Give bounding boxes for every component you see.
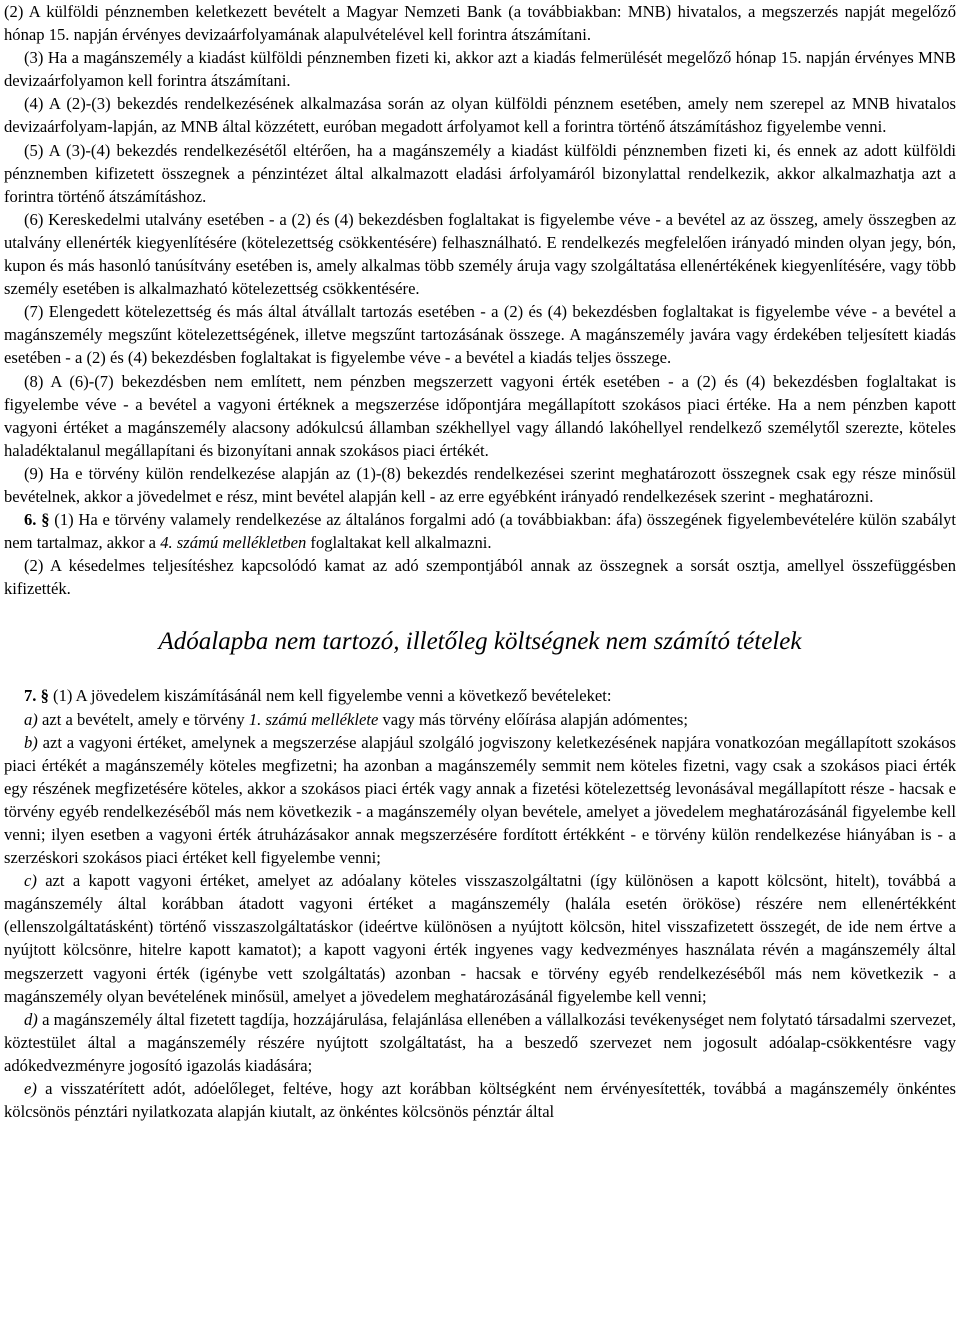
list-item-b-text: azt a vagyoni értéket, amelynek a megszerzése alapjául szolgáló jogviszony keletkezésének napjára vonatkozóan megállapított szokásos piaci értékét a magánszemély köteles megfizetni; ha azonban a magánszemély semmit nem köteles fizetni, vagy csak a szokásos piaci érték egy részének megfizetésére köteles, akkor a szokásos piaci érték vagy annak a fizetési kötelezettség levonásával megállapított része - hacsak e törvény egyéb rendelkezéséből más nem következik - a magánszemély olyan bevétele, amelyet a jövedelem meghatározásánál figyelembe kell venni; ilyen esetben a vagyoni érték átruházásakor annak megszerzésére fordított értékként - e törvény külön rendelkezése hiányában is - a szerzéskori szokásos piaci értéket kell figyelembe venni;	[4, 732, 956, 868]
list-item-b-label: b)	[24, 732, 38, 752]
section-6-sign: §	[41, 510, 50, 530]
section-6-annex-reference: 4. számú mellékletben	[160, 533, 307, 553]
section-heading: Adóalapba nem tartozó, illetőleg költségnek nem számító tételek	[158, 628, 802, 656]
paragraph-8: (8) A (6)-(7) bekezdésben nem említett, nem pénzben megszerzett vagyoni érték esetében - a (2) és (4) bekezdésben foglaltakat is figyelembe véve - a bevétel a vagyoni értéknek a megszerzése időpontjára megállapított szokásos piaci értéke. Ha a nem pénzben kapott vagyoni értéket a magánszemély alacsony adókulcsú államban székhellyel vagy állandó lakóhellyel rendelkező személytől szerezte, köteles haladéktalanul megállapítani és bizonyítani annak szokásos piaci értékét.	[4, 371, 956, 460]
section-7-text: (1) A jövedelem kiszámításánál nem kell figyelembe venni a következő bevételeket:	[48, 686, 612, 706]
list-item-e	[4, 1077, 956, 1123]
paragraph-6: (6) Kereskedelmi utalvány esetében - a (2) és (4) bekezdésben foglaltakat is figyelembe véve - a bevétel az az összeg, amely összegben az utalvány ellenérték kiegyenlítésére (kötelezettség csökkentésére) felhasználható. E rendelkezés megfelelően irányadó minden olyan jegy, bón, kupon és más hasonló tanúsítvány esetében is, amely alkalmas több személy áruja vagy szolgáltatása ellenértékének kiegyenlítésére, vagy több személy esetében is alkalmazható kötelezettség csökkentésére.	[4, 209, 956, 299]
list-item-b	[4, 731, 956, 870]
paragraph-9: (9) Ha e törvény külön rendelkezése alapján az (1)-(8) bekezdés rendelkezései szerint meghatározott összegnek csak egy része minősül bevételnek, akkor a jövedelmet e rész, mint bevétel alapján kell - az erre egyébként irányadó rendelkezések szerint - meghatározni.	[4, 463, 956, 506]
list-item-c-label: c)	[24, 871, 37, 891]
paragraph-2: (2) A külföldi pénznemben keletkezett bevételt a Magyar Nemzeti Bank (a továbbiakban: MNB) hivatalos, a megszerzés napját megelőző hónap 15. napján érvényes devizaárfolyamának alapulvételével kell forintra átszámítani.	[4, 2, 956, 45]
list-item-d-label: d)	[24, 1009, 38, 1029]
list-item-e-label: e)	[24, 1079, 37, 1099]
section-6-text-before: (1) Ha e törvény valamely rendelkezése az általános forgalmi adó (a továbbiakban: áfa) összegének figyelembevételére külön szabályt nem tartalmaz, akkor a	[4, 510, 956, 553]
list-item-a-annex-reference: 1. számú melléklete	[248, 709, 379, 729]
list-item-c	[4, 869, 956, 1008]
section-6-text-after: foglaltakat kell alkalmazni.	[306, 533, 492, 553]
section-6-paragraph-2: (2) A késedelmes teljesítéshez kapcsolódó kamat az adó szempontjából annak az összegnek a sorsát osztja, amellyel összefüggésben kifizették.	[4, 556, 956, 599]
section-7-number: 7.	[24, 686, 37, 706]
section-6-number: 6.	[24, 510, 37, 530]
list-item-d	[4, 1008, 956, 1077]
list-item-a	[4, 708, 956, 731]
paragraph-7: (7) Elengedett kötelezettség és más által átvállalt tartozás esetében - a (2) és (4) bekezdésben foglaltakat is figyelembe véve - a bevétel a magánszemély megszűnt kötelezettségének, illetve megszűnt tartozásának összege. A magánszemély javára vagy érdekében teljesített kiadás esetében - a (2) és (4) bekezdésben foglaltakat is figyelembe véve - a bevétel a kiadás teljes összege.	[4, 302, 956, 368]
section-7-sign: §	[40, 686, 49, 706]
list-item-c-text: azt a kapott vagyoni értéket, amelyet az adóalany köteles visszaszolgáltatni (így különösen a kapott kölcsönt, hitelt), továbbá a magánszemély által korábban átadott vagyoni értéket a magánszemély (halála esetén örököse) részére nem ellenértékként (ellenszolgáltatásként) történő visszaszolgáltatáskor (ideértve különösen a nyújtott kölcsön, hitel visszafizetett összegét, de ide nem értve a nyújtott kölcsönre, hitelre kapott kamatot); a kapott vagyoni érték ingyenes vagy kedvezményes használata révén a magánszemély által megszerzett vagyoni érték (igénybe vett szolgáltatás) azonban - hacsak e törvény egyéb rendelkezéséből más nem következik - a magánszemély olyan bevételének minősül, amelyet a jövedelem meghatározásánál figyelembe kell venni;	[4, 871, 956, 1006]
list-item-a-text-after: vagy más törvény előírása alapján adómentes;	[378, 709, 688, 729]
list-item-a-text-before: azt a bevételt, amely e törvény	[37, 709, 249, 729]
paragraph-5: (5) A (3)-(4) bekezdés rendelkezésétől eltérően, ha a magánszemély a kiadást külföldi pénznemben fizeti ki, és ennek az adott külföldi pénznemben kifizetett összegnek a pénzintézet által alkalmazott eladási árfolyamáról bizonylattal rendelkezik, akkor alkalmazhatja azt a forintra történő átszámításhoz.	[4, 140, 956, 206]
list-item-a-label: a)	[24, 709, 38, 729]
list-item-d-text: a magánszemély által fizetett tagdíja, hozzájárulása, felajánlása ellenében a vállalkozási tevékenységet nem folytató társadalmi szervezet, köztestület által a magánszemély részére nyújtott szolgáltatást, ha a beszedő szervezet nem jogosult adóalap-csökkentésre vagy adókedvezményre jogosító igazolás kiadására;	[4, 1009, 956, 1075]
section-6-paragraph-1	[4, 508, 956, 554]
section-7-paragraph-1	[4, 684, 956, 707]
paragraph-3: (3) Ha a magánszemély a kiadást külföldi pénznemben fizeti ki, akkor azt a kiadás felmerülését megelőző hónap 15. napján érvényes MNB devizaárfolyamon kell forintra átszámítani.	[4, 48, 956, 91]
paragraph-4: (4) A (2)-(3) bekezdés rendelkezésének alkalmazása során az olyan külföldi pénznem esetében, amely nem szerepel az MNB hivatalos devizaárfolyam-lapján, az MNB által közzétett, euróban megadott árfolyamot kell a forintra történő átszámításhoz figyelembe venni.	[4, 94, 956, 137]
list-item-e-text: a visszatérített adót, adóelőleget, feltéve, hogy azt korábban költségként nem érvényesítették, továbbá a magánszemély önkéntes kölcsönös pénztári nyilatkozata alapján kiutalt, az önkéntes kölcsönös pénztár által	[4, 1079, 956, 1122]
